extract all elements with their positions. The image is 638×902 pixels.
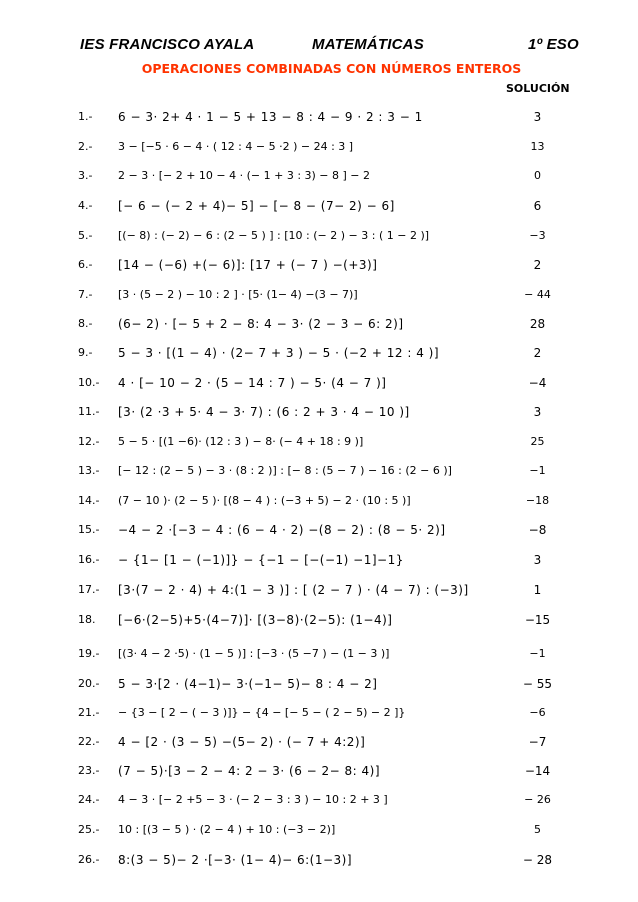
exercise-expression: [14 − (−6) +(− 6)]: [17 + (− 7 ) −(+3)] [118, 258, 378, 272]
exercise-number: 13.- [78, 464, 100, 477]
exercise-number: 2.- [78, 140, 93, 153]
exercise-row [0, 706, 638, 726]
exercise-number: 23.- [78, 764, 100, 777]
exercise-expression: (7 − 5)·[3 − 2 − 4: 2 − 3· (6 − 2− 8: 4)] [118, 764, 381, 778]
exercise-expression: (6− 2) · [− 5 + 2 − 8: 4 − 3· (2 − 3 − 6: 2)] [118, 317, 404, 331]
exercise-row [0, 613, 638, 633]
exercise-answer: −6 [529, 706, 546, 719]
exercise-answer: 2 [533, 346, 542, 360]
exercise-expression: 8:(3 − 5)− 2 ·[−3· (1− 4)− 6:(1−3)] [118, 853, 353, 867]
exercise-number: 17.- [78, 583, 100, 596]
exercise-answer: 13 [530, 140, 545, 153]
exercise-row [0, 523, 638, 543]
exercise-answer: 0 [534, 169, 541, 182]
exercise-row [0, 199, 638, 219]
exercise-number: 12.- [78, 435, 100, 448]
exercise-expression: [3 · (5 − 2 ) − 10 : 2 ] · [5· (1− 4) −(3 − 7)] [118, 288, 358, 301]
exercise-number: 5.- [78, 229, 93, 242]
exercise-number: 25.- [78, 823, 100, 836]
exercise-row [0, 376, 638, 396]
exercise-number: 24.- [78, 793, 100, 806]
exercise-number: 7.- [78, 288, 93, 301]
exercise-answer: 6 [533, 199, 542, 213]
exercise-number: 15.- [78, 523, 100, 536]
exercise-answer: −1 [529, 647, 546, 660]
exercise-number: 4.- [78, 199, 93, 212]
exercise-number: 14.- [78, 494, 100, 507]
exercise-row [0, 553, 638, 573]
exercise-answer: 3 [533, 553, 542, 567]
exercise-expression: [3·(7 − 2 · 4) + 4:(1 − 3 )] : [ (2 − 7 ) · (4 − 7) : (−3)] [118, 583, 469, 597]
exercise-row [0, 435, 638, 455]
exercise-expression: 6 − 3· 2+ 4 · 1 − 5 + 13 − 8 : 4 − 9 · 2 : 3 − 1 [118, 110, 423, 124]
exercise-expression: [−6·(2−5)+5·(4−7)]· [(3−8)·(2−5): (1−4)] [118, 613, 393, 627]
school-name: IES FRANCISCO AYALA [80, 36, 255, 53]
exercise-row [0, 823, 638, 843]
exercise-expression: 4 − 3 · [− 2 +5 − 3 · (− 2 − 3 : 3 ) − 10 : 2 + 3 ] [118, 793, 388, 806]
exercise-row [0, 677, 638, 697]
exercise-expression: − {1− [1 − (−1)]} − {−1 − [−(−1) −1]−1} [118, 553, 404, 567]
exercise-answer: −4 [528, 376, 547, 390]
exercise-answer: −18 [525, 494, 550, 507]
exercise-number: 6.- [78, 258, 93, 271]
exercise-expression: [3· (2 ·3 + 5· 4 − 3· 7) : (6 : 2 + 3 · 4 − 10 )] [118, 405, 410, 419]
exercise-number: 20.- [78, 677, 100, 690]
exercise-number: 1.- [78, 110, 93, 123]
solution-header: SOLUCIÓN [506, 82, 570, 95]
exercise-expression: 4 − [2 · (3 − 5) −(5− 2) · (− 7 + 4:2)] [118, 735, 366, 749]
exercise-expression: −4 − 2 ·[−3 − 4 : (6 − 4 · 2) −(8 − 2) : (8 − 5· 2)] [118, 523, 446, 537]
exercise-row [0, 258, 638, 278]
exercise-answer: −1 [529, 464, 546, 477]
exercise-expression: 5 − 3·[2 · (4−1)− 3·(−1− 5)− 8 : 4 − 2] [118, 677, 378, 691]
exercise-expression: 3 − [−5 · 6 − 4 · ( 12 : 4 − 5 ·2 ) − 24 : 3 ] [118, 140, 354, 153]
exercise-answer: −7 [528, 735, 547, 749]
exercise-row [0, 405, 638, 425]
exercise-row [0, 764, 638, 784]
exercise-answer: 3 [533, 405, 542, 419]
exercise-row [0, 317, 638, 337]
exercise-expression: − {3 − [ 2 − ( − 3 )]} − {4 − [− 5 − ( 2 − 5) − 2 ]} [118, 706, 406, 719]
exercise-number: 26.- [78, 853, 100, 866]
exercise-answer: −8 [528, 523, 547, 537]
exercise-answer: 1 [533, 583, 542, 597]
exercise-answer: −3 [529, 229, 546, 242]
exercise-row [0, 583, 638, 603]
exercise-number: 8.- [78, 317, 93, 330]
exercise-expression: [(3· 4 − 2 ·5) · (1 − 5 )] : [−3 · (5 −7 ) − (1 − 3 )] [118, 647, 390, 660]
exercise-row [0, 647, 638, 667]
grade-level: 1º ESO [528, 36, 579, 53]
exercise-answer: 28 [529, 317, 546, 331]
exercise-answer: 5 [534, 823, 541, 836]
exercise-number: 10.- [78, 376, 100, 389]
exercise-row [0, 288, 638, 308]
exercise-expression: [− 6 − (− 2 + 4)− 5] − [− 8 − (7− 2) − 6] [118, 199, 395, 213]
exercise-answer: 3 [533, 110, 542, 124]
exercise-expression: 10 : [(3 − 5 ) · (2 − 4 ) + 10 : (−3 − 2)] [118, 823, 336, 836]
exercise-row [0, 346, 638, 366]
exercise-expression: 4 · [− 10 − 2 · (5 − 14 : 7 ) − 5· (4 − 7 )] [118, 376, 387, 390]
worksheet-title: OPERACIONES COMBINADAS CON NÚMEROS ENTEROS [141, 61, 522, 76]
exercise-number: 11.- [78, 405, 100, 418]
exercise-answer: − 26 [524, 793, 551, 806]
exercise-answer: −15 [524, 613, 551, 627]
exercise-number: 22.- [78, 735, 100, 748]
exercise-row [0, 464, 638, 484]
exercise-expression: (7 − 10 )· (2 − 5 )· [(8 − 4 ) : (−3 + 5) − 2 · (10 : 5 )] [118, 494, 411, 507]
exercise-expression: 2 − 3 · [− 2 + 10 − 4 · (− 1 + 3 : 3) − 8 ] − 2 [118, 169, 371, 182]
exercise-row [0, 169, 638, 189]
exercise-answer: − 44 [524, 288, 551, 301]
exercise-number: 9.- [78, 346, 93, 359]
exercise-number: 16.- [78, 553, 100, 566]
exercise-row [0, 735, 638, 755]
exercise-answer: 2 [533, 258, 542, 272]
exercise-number: 19.- [78, 647, 100, 660]
exercise-row [0, 793, 638, 813]
exercise-row [0, 140, 638, 160]
exercise-row [0, 853, 638, 873]
exercise-number: 21.- [78, 706, 100, 719]
exercise-row [0, 110, 638, 130]
exercise-row [0, 229, 638, 249]
exercise-row [0, 494, 638, 514]
exercise-number: 3.- [78, 169, 93, 182]
exercise-expression: 5 − 5 · [(1 −6)· (12 : 3 ) − 8· (− 4 + 18 : 9 )] [118, 435, 364, 448]
exercise-answer: −14 [524, 764, 551, 778]
exercise-number: 18. [78, 613, 96, 626]
subject-name: MATEMÁTICAS [312, 36, 424, 53]
exercise-expression: [(− 8) : (− 2) − 6 : (2 − 5 ) ] : [10 : (− 2 ) − 3 : ( 1 − 2 )] [118, 229, 430, 242]
exercise-answer: − 55 [522, 677, 553, 691]
exercise-answer: − 28 [522, 853, 553, 867]
exercise-answer: 25 [530, 435, 545, 448]
exercise-expression: [− 12 : (2 − 5 ) − 3 · (8 : 2 )] : [− 8 : (5 − 7 ) − 16 : (2 − 6 )] [118, 464, 452, 477]
exercise-expression: 5 − 3 · [(1 − 4) · (2− 7 + 3 ) − 5 · (−2 + 12 : 4 )] [118, 346, 440, 360]
